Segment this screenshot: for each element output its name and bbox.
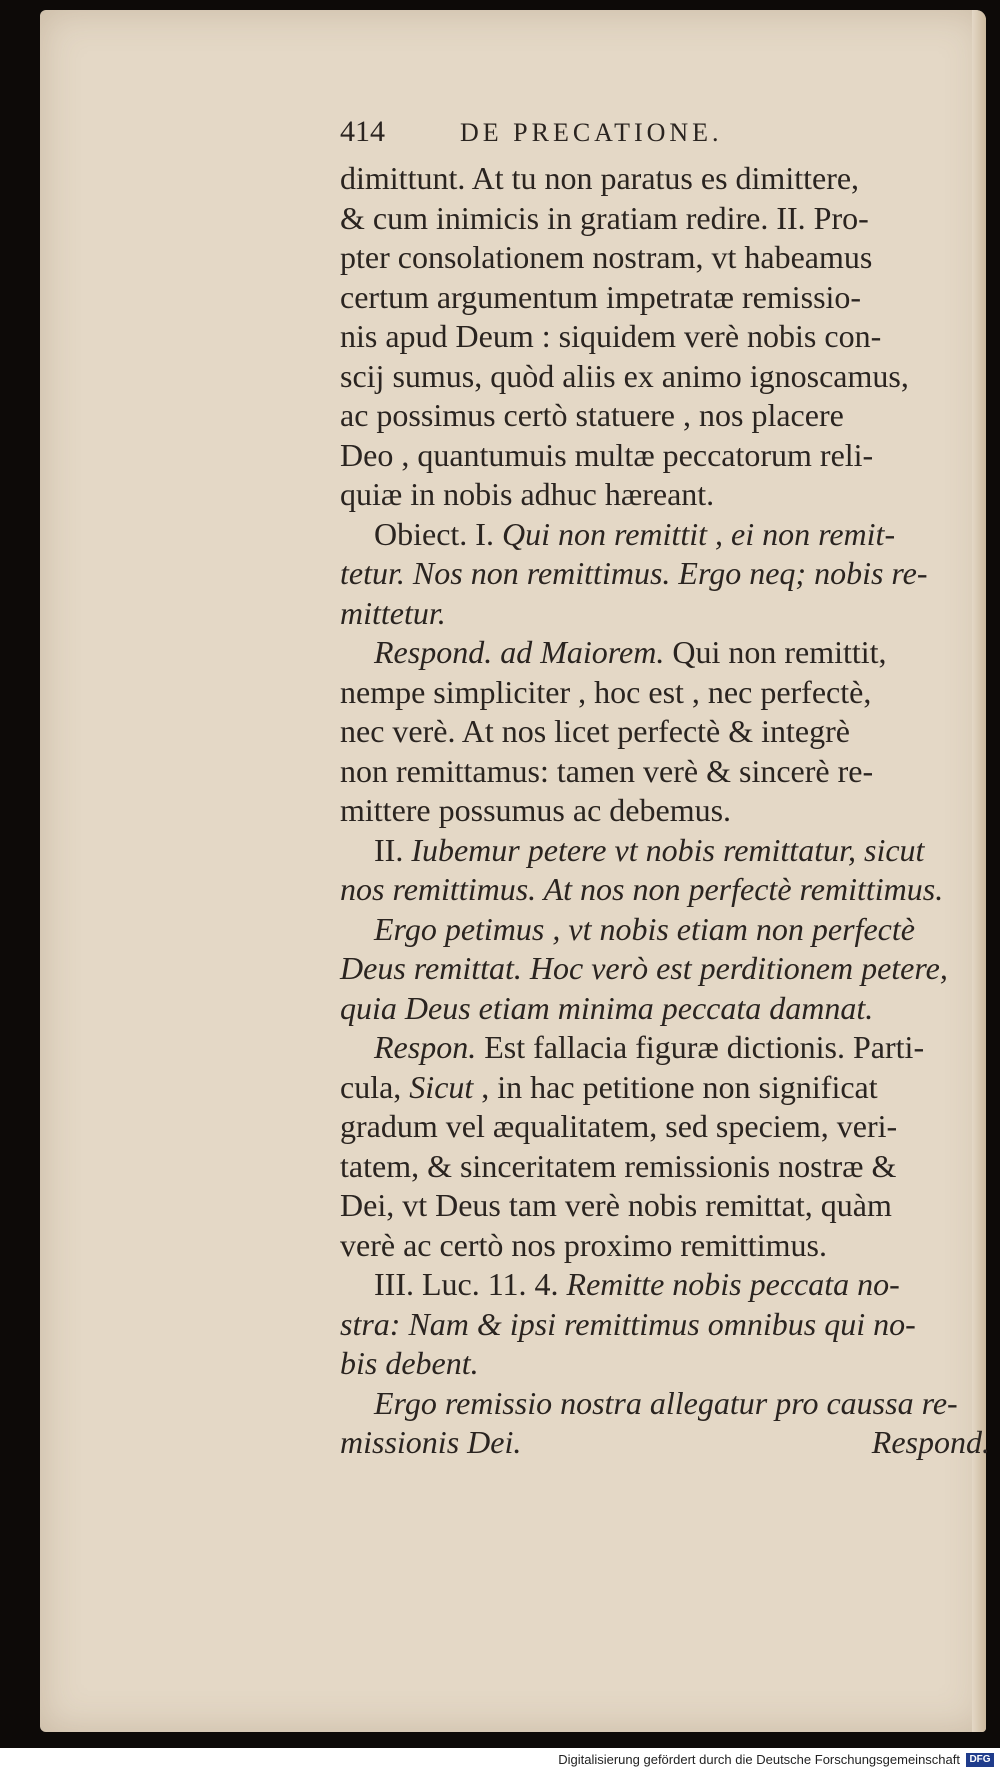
footer-credit: Digitalisierung gefördert durch die Deutsche Forschungsgemeinschaft: [558, 1752, 960, 1767]
roman-segment: non remittamus: tamen verè & sincerè re-: [340, 752, 874, 789]
italic-segment: Qui non remittit , ei non remit-: [501, 515, 896, 552]
roman-segment: , in hac petitione non significat: [473, 1068, 878, 1105]
italic-segment: quia Deus etiam minima peccata damnat.: [340, 989, 874, 1026]
text-line: [340, 633, 990, 673]
roman-segment: Deo , quantumuis multæ peccatorum reli-: [340, 436, 874, 473]
roman-segment: certum argumentum impetratæ remissio-: [340, 278, 862, 315]
roman-segment: & cum inimicis in gratiam redire. II. Pro-: [340, 199, 869, 236]
italic-segment: tetur. Nos non remittimus. Ergo neq; nobis re-: [340, 555, 928, 591]
text-line: [340, 949, 990, 989]
text-line: [340, 436, 990, 476]
roman-segment: Obiect. I.: [374, 515, 502, 552]
text-line: [340, 1068, 990, 1108]
text-line: [340, 554, 990, 594]
text-line: [340, 752, 990, 792]
roman-segment: pter consolationem nostram, vt habeamus: [340, 239, 873, 275]
italic-segment: missionis Dei.: [340, 1424, 522, 1460]
text-line: [340, 1186, 990, 1226]
italic-segment: nos remittimus. At nos non perfectè remittimus.: [340, 871, 944, 907]
dfg-logo-icon: DFG: [966, 1753, 994, 1767]
roman-segment: Est fallacia figuræ dictionis. Parti-: [476, 1029, 925, 1065]
text-line: [340, 1423, 990, 1463]
running-head: [340, 115, 990, 159]
text-line: [340, 673, 990, 713]
text-line: [340, 475, 990, 515]
text-line: [340, 831, 990, 871]
roman-segment: scij sumus, quòd aliis ex animo ignoscamus,: [340, 357, 909, 394]
italic-segment: stra: Nam & ipsi remittimus omnibus qui no-: [340, 1305, 916, 1342]
text-line: [340, 1107, 990, 1147]
roman-segment: II.: [374, 831, 412, 868]
italic-segment: Remitte nobis peccata no-: [566, 1266, 900, 1302]
page-number: 414: [340, 115, 385, 148]
italic-segment: bis debent.: [340, 1345, 479, 1381]
text-line: [340, 791, 990, 831]
roman-segment: nis apud Deum : siquidem verè nobis con-: [340, 318, 882, 354]
roman-segment: gradum vel æqualitatem, sed speciem, veri-: [340, 1108, 898, 1144]
roman-segment: dimittunt. At tu non paratus es dimittere,: [340, 160, 860, 196]
roman-segment: ac possimus certò statuere , nos placere: [340, 397, 844, 433]
text-line: [340, 159, 990, 199]
footer-bar: [0, 1748, 1000, 1773]
text-line: [340, 238, 990, 278]
body-text: [340, 159, 990, 1463]
roman-segment: nec verè. At nos licet perfectè & integrè: [340, 713, 850, 749]
italic-segment: Deus remittat. Hoc verò est perditionem petere,: [340, 950, 948, 986]
roman-segment: cula,: [340, 1068, 410, 1105]
text-line: [340, 1344, 990, 1384]
text-line: [340, 515, 990, 555]
text-line: [340, 1147, 990, 1187]
text-line: [340, 278, 990, 318]
roman-segment: mittere possumus ac debemus.: [340, 792, 732, 828]
text-line: [340, 870, 990, 910]
text-line: [340, 989, 990, 1029]
roman-segment: Qui non remittit,: [664, 634, 887, 670]
roman-segment: nempe simpliciter , hoc est , nec perfectè,: [340, 673, 872, 710]
italic-segment: Iubemur petere vt nobis remittatur, sicut: [411, 831, 925, 868]
text-line: [340, 396, 990, 436]
italic-segment: Sicut: [409, 1068, 474, 1105]
italic-segment: mittetur.: [340, 594, 446, 631]
roman-segment: quiæ in nobis adhuc hæreant.: [340, 476, 715, 512]
roman-segment: Dei, vt Deus tam verè nobis remittat, quàm: [340, 1187, 892, 1223]
text-line: [340, 357, 990, 397]
running-title: DE PRECATIONE.: [460, 118, 723, 147]
book-page: [40, 10, 990, 1732]
text-line: [340, 1384, 990, 1424]
roman-segment: III. Luc. 11. 4.: [374, 1266, 567, 1302]
text-line: [340, 712, 990, 752]
italic-segment: Respon.: [374, 1029, 477, 1065]
italic-segment: Respond.: [871, 1424, 990, 1460]
italic-segment: Respond. ad Maiorem.: [374, 634, 665, 670]
roman-segment: verè ac certò nos proximo remittimus.: [340, 1226, 827, 1263]
text-line: [340, 317, 990, 357]
text-line: [340, 199, 990, 239]
italic-segment: Ergo remissio nostra allegatur pro caussa re-: [374, 1384, 958, 1421]
text-line: [340, 1265, 990, 1305]
roman-segment: tatem, & sinceritatem remissionis nostræ &: [340, 1147, 897, 1184]
text-block: [340, 115, 990, 1463]
text-line: [340, 910, 990, 950]
text-line: [340, 594, 990, 634]
text-line: [340, 1028, 990, 1068]
italic-segment: Ergo petimus , vt nobis etiam non perfectè: [374, 910, 915, 947]
text-line: [340, 1305, 990, 1345]
text-line: [340, 1226, 990, 1266]
